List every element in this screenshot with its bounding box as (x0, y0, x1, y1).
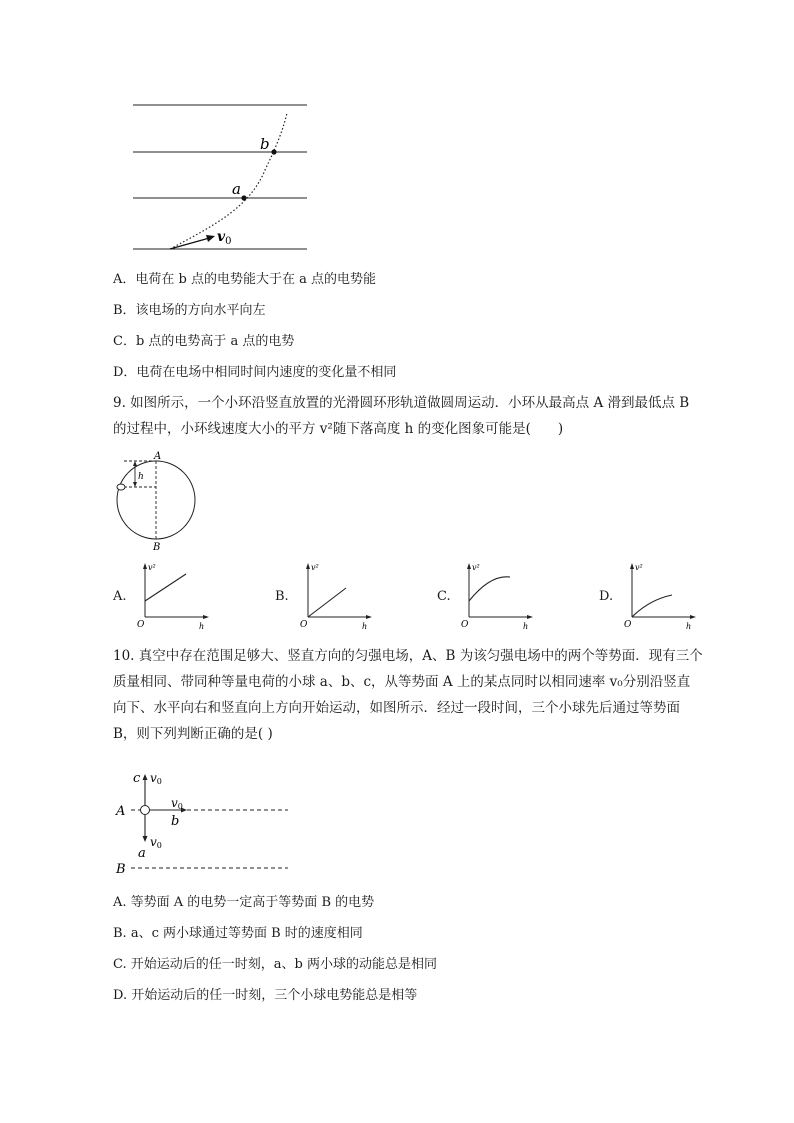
curve-c (469, 577, 510, 601)
label-a: a (138, 846, 146, 861)
small-ring (117, 484, 125, 490)
x-axis-arrow (690, 615, 696, 619)
origin-label: O (300, 620, 308, 630)
label-a: a (232, 180, 241, 198)
y-label: v² (148, 563, 156, 572)
start-point (141, 806, 150, 815)
q9-graph-d (620, 560, 700, 632)
curve-b (308, 588, 346, 617)
label-h: h (138, 472, 144, 482)
y-label: v² (311, 563, 319, 572)
q9-graph-a (133, 560, 213, 632)
q8-option-c: C．b 点的电势高于 a 点的电势 (113, 334, 295, 349)
q9-graph-c (457, 560, 537, 632)
point-a (241, 195, 246, 200)
x-axis-arrow (203, 615, 209, 619)
curve-a (145, 574, 186, 601)
label-b: b (171, 814, 180, 829)
point-b (271, 149, 276, 154)
y-label: v² (635, 563, 643, 572)
label-c: c (133, 771, 141, 786)
x-axis-arrow (366, 615, 372, 619)
q10-equipotential-figure (112, 765, 297, 880)
origin-label: O (624, 620, 632, 630)
q8-option-b: B．该电场的方向水平向左 (113, 303, 266, 318)
q10-option-d: D. 开始运动后的任一时刻，三个小球电势能总是相等 (113, 988, 418, 1003)
h-arrow-up (133, 461, 137, 466)
v0-arrow (170, 237, 213, 249)
q8-option-a: A．电荷在 b 点的电势能大于在 a 点的电势能 (113, 272, 376, 287)
q8-option-d: D．电荷在电场中相同时间内速度的变化量不相同 (113, 365, 397, 380)
q10-option-b: B. a、c 两小球通过等势面 B 时的速度相同 (113, 926, 363, 941)
label-B: B (153, 542, 161, 553)
q9-option-c-label: C. (437, 589, 451, 604)
label-v0-b: v0 (171, 796, 183, 811)
q10-option-c: C. 开始运动后的任一时刻，a、b 两小球的动能总是相同 (113, 957, 437, 972)
origin-label: O (137, 620, 145, 630)
q9-option-d-label: D. (599, 589, 614, 604)
label-v0-a: v0 (150, 835, 162, 850)
label-v0: $v_0$ (217, 229, 232, 247)
y-axis-arrow (467, 563, 471, 569)
y-axis-arrow (630, 563, 634, 569)
q9-question-text: 9. 如图所示，一个小环沿竖直放置的光滑圆环形轨道做圆周运动．小环从最高点 A 滑到最低点 B 的过程中，小环线速度大小的平方 v²随下落高度 h 的变化图象可能是( ) (113, 395, 690, 437)
q9-option-a-label: A. (113, 589, 127, 604)
q9-circle-figure (108, 450, 203, 554)
q10-question-text: 10. 真空中存在范围足够大、竖直方向的匀强电场，A、B 为该匀强电场中的两个等势面．现有三个质量相同、带同种等量电荷的小球 a、b、c，从等势面 A 上的某点同时以相同速率 v₀分别沿竖直向下、水平向右和竖直向上方向开始运动，如图所示．经过一段时间，三个小球先后通过等势面 B，则下列判断正确的是( ) (113, 648, 703, 742)
q9-graph-b (296, 560, 376, 632)
y-axis-arrow (306, 563, 310, 569)
label-B: B (116, 862, 126, 877)
q10-option-a: A. 等势面 A 的电势一定高于等势面 B 的电势 (113, 895, 375, 910)
x-label: h (362, 622, 368, 631)
x-label: h (199, 622, 205, 631)
a-arrowhead (143, 836, 148, 842)
curve-d (632, 595, 672, 617)
label-v0-c: v0 (150, 771, 162, 786)
origin-label: O (461, 620, 469, 630)
label-A: A (116, 804, 126, 819)
y-axis-arrow (143, 563, 147, 569)
q8-field-figure (125, 95, 325, 260)
v0-arrowhead (206, 235, 215, 242)
h-arrow-down (133, 482, 137, 487)
label-A: A (154, 451, 162, 462)
x-label: h (686, 622, 692, 631)
y-label: v² (472, 563, 480, 572)
label-b: b (260, 135, 270, 153)
x-axis-arrow (527, 615, 533, 619)
q9-option-b-label: B. (275, 589, 289, 604)
x-label: h (523, 622, 529, 631)
c-arrowhead (143, 774, 148, 780)
trajectory-curve (170, 113, 287, 249)
